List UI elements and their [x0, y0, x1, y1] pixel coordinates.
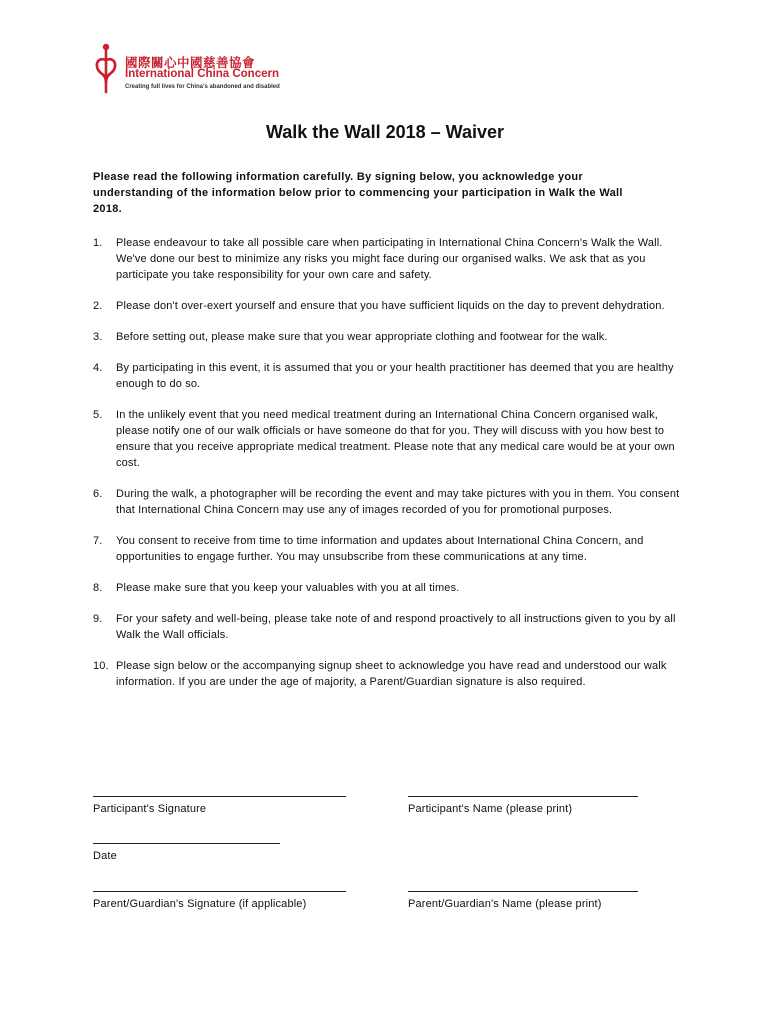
participant-name-label: Participant's Name (please print): [408, 803, 573, 815]
item-text: By participating in this event, it is assumed that you or your health practitioner has deemed that you are healthy enough to do so.: [116, 362, 674, 390]
item-number: 9.: [93, 613, 103, 625]
waiver-item: [93, 658, 683, 690]
item-text: During the walk, a photographer will be recording the event and may take pictures with you in them. You consent that International China Concern may use any of images recorded of you for promotional purposes.: [116, 488, 680, 516]
item-number: 3.: [93, 331, 103, 343]
waiver-item: [93, 580, 683, 596]
item-number: 10.: [93, 660, 109, 672]
logo-tagline: Creating full lives for China's abandoned and disabled: [125, 84, 280, 90]
signature-line: [93, 843, 280, 844]
logo-chinese-name: 國際關心中國慈善協會: [125, 56, 256, 70]
item-text: Before setting out, please make sure that you wear appropriate clothing and footwear for the walk.: [116, 331, 608, 343]
guardian-signature-field[interactable]: [93, 891, 346, 910]
date-label: Date: [93, 850, 117, 862]
waiver-item: [93, 360, 683, 392]
logo-english-name: International China Concern: [125, 68, 279, 80]
waiver-items-list: [93, 235, 683, 705]
item-text: You consent to receive from time to time information and updates about International China Concern, and opportunities to engage further. You may unsubscribe from these communications at any time.: [116, 535, 644, 563]
date-field[interactable]: [93, 843, 280, 862]
item-number: 8.: [93, 582, 103, 594]
waiver-item: [93, 407, 683, 471]
item-number: 7.: [93, 535, 103, 547]
signature-line: [408, 891, 638, 892]
guardian-name-label: Parent/Guardian's Name (please print): [408, 898, 602, 910]
waiver-item: [93, 298, 683, 314]
item-number: 4.: [93, 362, 103, 374]
item-number: 5.: [93, 409, 103, 421]
signature-line: [93, 796, 346, 797]
logo-figure-icon: [92, 42, 120, 98]
logo: [92, 40, 292, 98]
item-text: Please make sure that you keep your valuables with you at all times.: [116, 582, 460, 594]
waiver-item: [93, 611, 683, 643]
participant-signature-field[interactable]: [93, 796, 346, 815]
waiver-item: [93, 235, 683, 283]
item-text: Please endeavour to take all possible care when participating in International China Concern's Walk the Wall. We've done our best to minimize any risks you might face during our organised walks. We ask that as you participate you take responsibility for your own care and safety.: [116, 237, 663, 281]
participant-name-field[interactable]: [408, 796, 638, 815]
item-number: 2.: [93, 300, 103, 312]
signature-line: [408, 796, 638, 797]
guardian-signature-label: Parent/Guardian's Signature (if applicable): [93, 898, 307, 910]
item-text: Please don't over-exert yourself and ensure that you have sufficient liquids on the day to prevent dehydration.: [116, 300, 665, 312]
item-text: For your safety and well-being, please take note of and respond proactively to all instructions given to you by all Walk the Wall officials.: [116, 613, 676, 641]
participant-signature-label: Participant's Signature: [93, 803, 207, 815]
guardian-name-field[interactable]: [408, 891, 638, 910]
item-text: Please sign below or the accompanying signup sheet to acknowledge you have read and understood our walk information. If you are under the age of majority, a Parent/Guardian signature is also required.: [116, 660, 667, 688]
item-text: In the unlikely event that you need medical treatment during an International China Concern organised walk, please notify one of our walk officials or have someone do that for you. They will discuss with you how best to ensure that you receive appropriate medical treatment. Please note that any medical care would be at your own cost.: [116, 409, 675, 469]
document-title: Walk the Wall 2018 – Waiver: [265, 122, 505, 142]
waiver-item: [93, 486, 683, 518]
waiver-item: [93, 533, 683, 565]
waiver-item: [93, 329, 683, 345]
signature-line: [93, 891, 346, 892]
item-number: 6.: [93, 488, 103, 500]
intro-paragraph: Please read the following information carefully. By signing below, you acknowledge your understanding of the information below prior to commencing your participation in Walk the Wall 2018.: [93, 171, 623, 215]
item-number: 1.: [93, 237, 103, 249]
